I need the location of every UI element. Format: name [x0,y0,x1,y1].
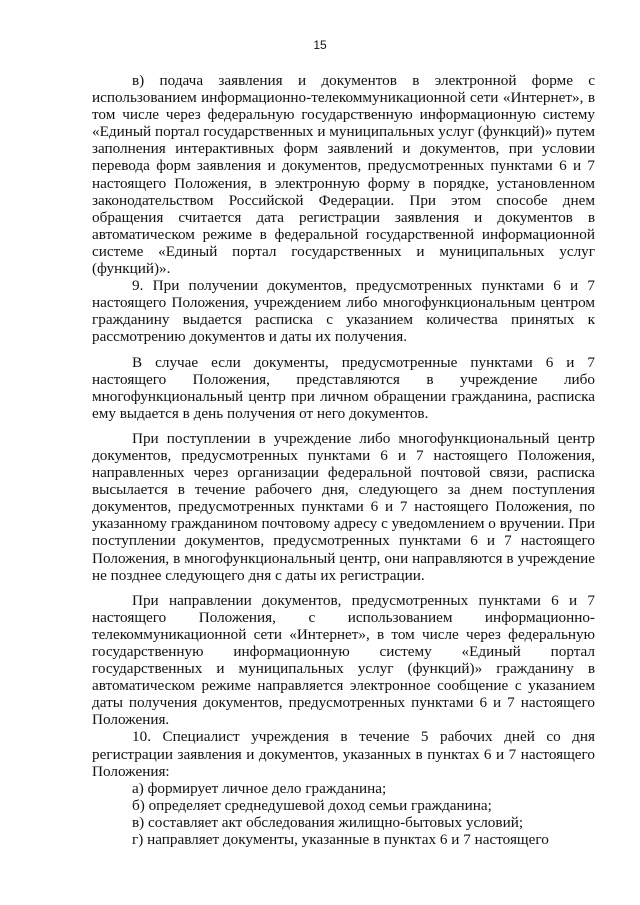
list-item-a: а) формирует личное дело гражданина; [132,779,387,797]
paragraph-8v: в) подача заявления и документов в электронной форме с использованием информационно-телекоммуникационной сети «Интернет», в том числе через федеральную государственную информационную систему «Единый портал государственных и муниципальных услуг (функций)» путем заполнения интерактивных форм заявлений и документов, при условии перевода форм заявления и документов, предусмотренных пунктами 6 и 7 настоящего Положения, в электронную форму в порядке, установленном законодательством Российской Федерации. При этом способе днем обращения считается дата регистрации заявления и документов в автоматическом режиме в федеральной государственной информационной системе «Единый портал государственных и муниципальных услуг (функций)». [92,72,595,278]
paragraph-electronic-submission: При направлении документов, предусмотренных пунктами 6 и 7 настоящего Положения, с использованием информационно-телекоммуникационной сети «Интернет», в том числе через федеральную государственную информационную систему «Единый портал государственных и муниципальных услуг (функций)» гражданину в автоматическом режиме направляется электронное сообщение с указанием даты получения документов, предусмотренных пунктами 6 и 7 настоящего Положения. [92,591,595,729]
document-body [92,72,595,848]
page-number: 15 [313,38,327,52]
list-item-g: г) направляет документы, указанные в пунктах 6 и 7 настоящего [132,831,549,849]
list-item-v: в) составляет акт обследования жилищно-бытовых условий; [132,813,524,831]
paragraph-9: 9. При получении документов, предусмотренных пунктами 6 и 7 настоящего Положения, учреждением либо многофункциональным центром гражданину выдается расписка с указанием количества принятых к рассмотрению документов и даты их получения. [92,277,595,346]
paragraph-personal-submission: В случае если документы, предусмотренные пунктами 6 и 7 настоящего Положения, представляются в учреждение либо многофункциональный центр при личном обращении гражданина, расписка ему выдается в день получения от него документов. [92,353,595,422]
list-item-b: б) определяет среднедушевой доход семьи гражданина; [132,796,492,814]
paragraph-10: 10. Специалист учреждения в течение 5 рабочих дней со дня регистрации заявления и документов, указанных в пунктах 6 и 7 настоящего Положения: [92,728,595,780]
paragraph-postal-submission: При поступлении в учреждение либо многофункциональный центр документов, предусмотренных пунктами 6 и 7 настоящего Положения, направленных через организации федеральной почтовой связи, расписка высылается в течение рабочего дня, следующего за днем поступления документов, предусмотренных пунктами 6 и 7 настоящего Положения, по указанному гражданином почтовому адресу с уведомлением о вручении. При поступлении документов, предусмотренных пунктами 6 и 7 настоящего Положения, в многофункциональный центр, они направляются в учреждение не позднее следующего дня с даты их регистрации. [92,429,595,584]
